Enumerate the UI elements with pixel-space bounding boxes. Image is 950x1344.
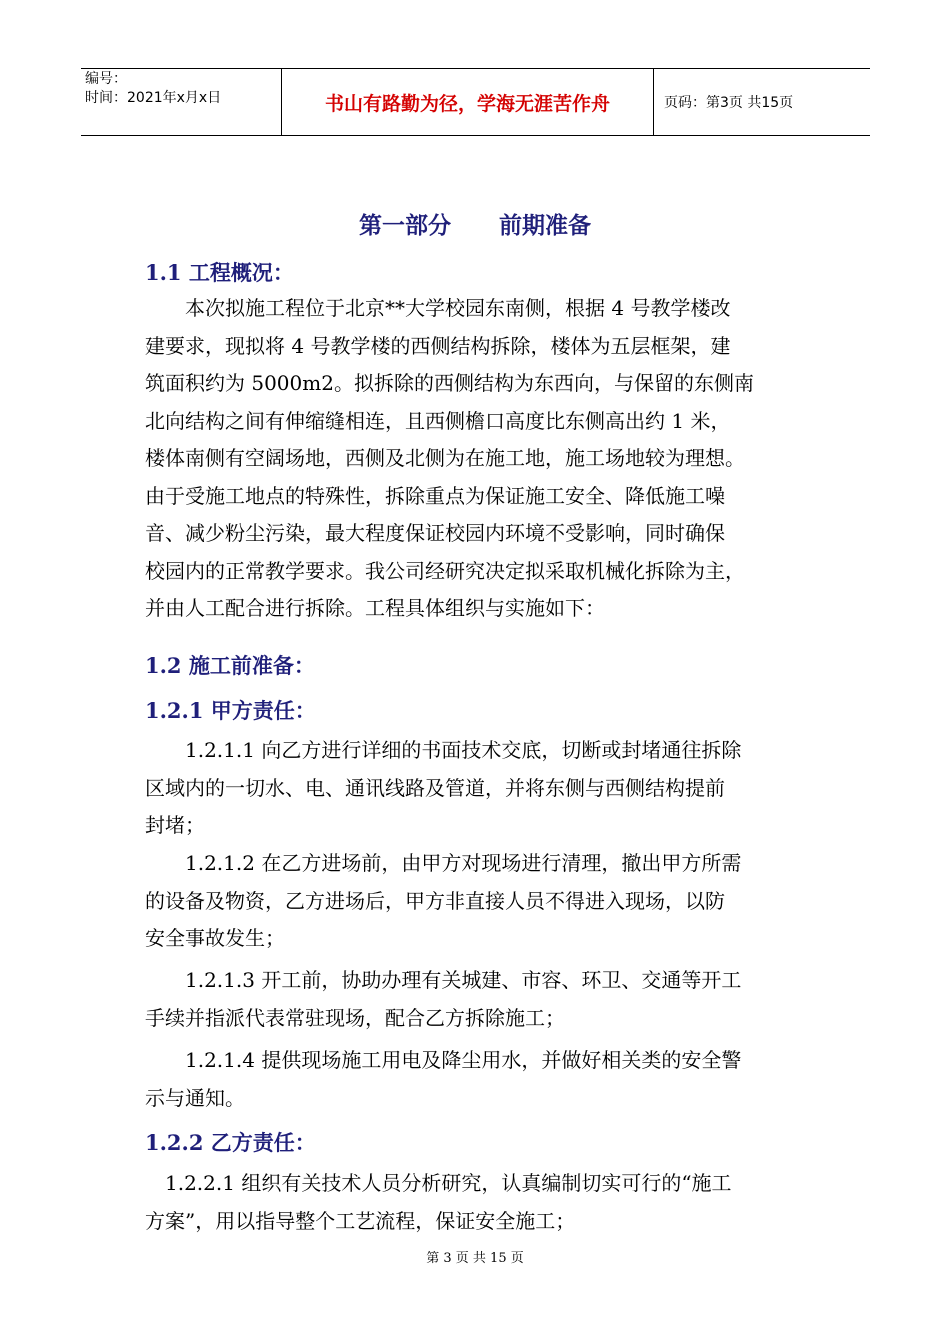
paragraph-1-2-1-2 [145, 845, 805, 958]
text-line: 楼体南侧有空阔场地，西侧及北侧为在施工地，施工场地较为理想。 [145, 446, 745, 470]
date-label: 时间：2021年x月x日 [85, 90, 222, 106]
header-table [81, 68, 870, 136]
text-line: 本次拟施工程位于北京**大学校园东南侧，根据 4 号教学楼改 [145, 296, 731, 320]
page-footer: 第 3 页 共 15 页 [426, 1251, 524, 1266]
text-line: 建要求，现拟将 4 号教学楼的西侧结构拆除，楼体为五层框架，建 [145, 333, 731, 358]
section-heading-1-2-2: 1.2.2 乙方责任： [145, 1130, 316, 1155]
text-line: 方案”，用以指导整个工艺流程，保证安全施工； [145, 1208, 576, 1233]
text-line: 1.2.1.4 提供现场施工用电及降尘用水，并做好相关类的安全警 [145, 1048, 742, 1072]
text-line: 的设备及物资，乙方进场后，甲方非直接人员不得进入现场，以防 [145, 888, 725, 913]
text-line: 1.2.1.1 向乙方进行详细的书面技术交底，切断或封堵通往拆除 [145, 738, 742, 762]
text-line: 1.2.1.3 开工前，协助办理有关城建、市容、环卫、交通等开工 [145, 968, 742, 992]
text-line: 封堵； [145, 813, 205, 837]
text-line: 示与通知。 [145, 1085, 245, 1110]
paragraph-1-2-2-1 [145, 1165, 805, 1240]
section-heading-1-1: 1.1 工程概况： [145, 260, 294, 285]
text-line: 1.2.1.2 在乙方进场前，由甲方对现场进行清理，撤出甲方所需 [145, 851, 742, 875]
text-line: 音、减少粉尘污染，最大程度保证校园内环境不受影响，同时确保 [145, 521, 725, 545]
text-line: 筑面积约为 5000m2。拟拆除的西侧结构为东西向，与保留的东侧南 [145, 371, 754, 395]
paragraph-1-2-1-3 [145, 962, 805, 1037]
text-line: 手续并指派代表常驻现场，配合乙方拆除施工； [145, 1005, 565, 1030]
text-line: 由于受施工地点的特殊性，拆除重点为保证施工安全、降低施工噪 [145, 483, 725, 508]
text-line: 区域内的一切水、电、通讯线路及管道，并将东侧与西侧结构提前 [145, 775, 725, 800]
text-line: 1.2.2.1 组织有关技术人员分析研究，认真编制切实可行的“施工 [145, 1171, 732, 1195]
section-heading-1-2-1: 1.2.1 甲方责任： [145, 698, 316, 723]
text-line: 并由人工配合进行拆除。工程具体组织与实施如下： [145, 596, 605, 620]
paragraph-overview [145, 290, 805, 628]
header-page-info: 页码：第3页 共15页 [664, 95, 794, 111]
paragraph-1-2-1-1 [145, 732, 805, 845]
paragraph-1-2-1-4 [145, 1042, 805, 1117]
page-title: 第一部分 前期准备 [358, 212, 592, 239]
section-heading-1-2: 1.2 施工前准备： [145, 653, 315, 678]
text-line: 安全事故发生； [145, 926, 285, 950]
text-line: 校园内的正常教学要求。我公司经研究决定拟采取机械化拆除为主， [145, 558, 745, 583]
number-label: 编号： [85, 71, 127, 87]
header-meta-cell [81, 69, 282, 135]
header-motto: 书山有路勤为径，学海无涯苦作舟 [282, 69, 654, 135]
text-line: 北向结构之间有伸缩缝相连，且西侧檐口高度比东侧高出约 1 米， [145, 408, 731, 433]
